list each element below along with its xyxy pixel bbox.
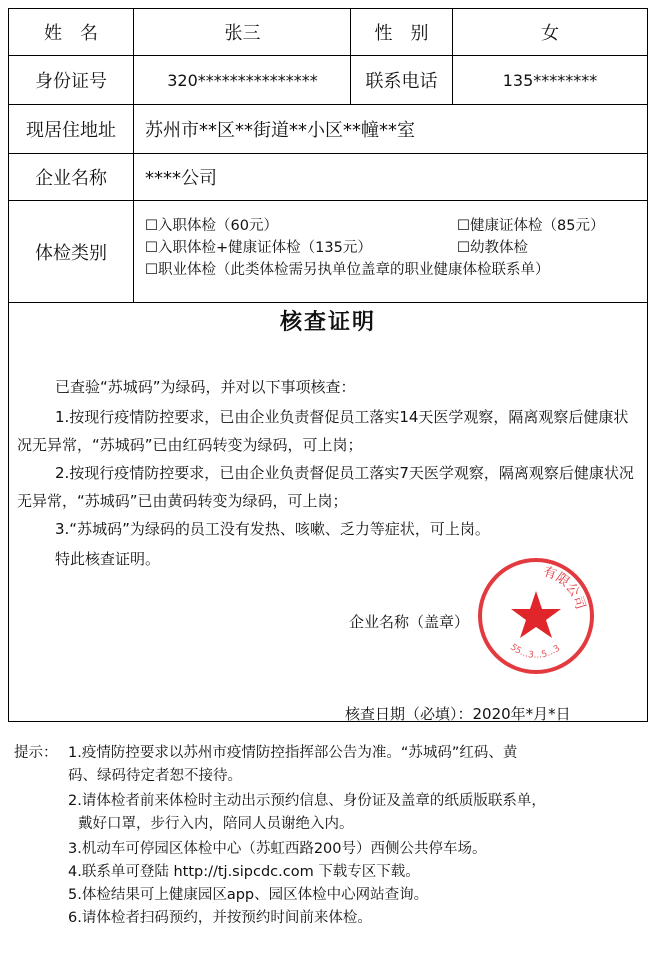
company-signature-label: 企业名称（盖章） (349, 613, 470, 631)
phone-value: 135******** (502, 70, 598, 90)
certificate-item-3: 3.“苏城码”为绿码的员工没有发热、咳嗽、乏力等症状，可上岗。 (55, 520, 490, 538)
phone-label: 联系电话 (351, 56, 453, 104)
row-id-phone (9, 56, 647, 105)
option-occupational-exam[interactable]: ☐职业体检（此类体检需另执单位盖章的职业健康体检联系单） (145, 262, 550, 278)
company-label: 企业名称 (9, 154, 134, 200)
option-preschool-exam[interactable]: ☐幼教体检 (457, 240, 528, 256)
exam-type-options (135, 201, 647, 302)
id-value: 320*************** (135, 56, 351, 104)
note-1b: 码、绿码待定者恕不接待。 (68, 768, 242, 784)
option-entry-plus-health-cert[interactable]: ☐入职体检+健康证体检（135元） (145, 240, 372, 256)
svg-text:有限公司 (541, 565, 587, 612)
row-name-gender (9, 9, 647, 56)
certificate-item-1: 1.按现行疫情防控要求，已由企业负责督促员工落实14天医学观察，隔离观察后健康状况无异常，“苏城码”已由红码转变为绿码，可上岗； (17, 408, 629, 454)
row-company (9, 154, 647, 201)
name-value: 张三 (135, 9, 351, 55)
certificate-section (9, 303, 647, 721)
gender-value: 女 (541, 23, 559, 44)
name-label: 姓 名 (9, 9, 134, 55)
exam-type-label: 体检类别 (9, 201, 134, 302)
certificate-intro: 已查验“苏城码”为绿码，并对以下事项核查： (55, 378, 356, 396)
certificate-title: 核查证明 (279, 310, 376, 335)
note-2b: 戴好口罩，步行入内，陪同人员谢绝入内。 (78, 816, 354, 832)
note-4: 4.联系单可登陆 http://tj.sipcdc.com 下载专区下载。 (68, 864, 420, 880)
note-5: 5.体检结果可上健康园区app、园区体检中心网站查询。 (68, 887, 429, 903)
option-entry-exam[interactable]: ☐入职体检（60元） (145, 218, 278, 234)
note-2a: 2.请体检者前来体检时主动出示预约信息、身份证及盖章的纸质版联系单， (68, 793, 546, 809)
company-seal-stamp (475, 555, 597, 677)
row-exam-type (9, 201, 647, 303)
seal-text: 有限公司 (541, 564, 588, 612)
row-address (9, 105, 647, 154)
note-3: 3.机动车可停园区体检中心（苏虹西路200号）西侧公共停车场。 (68, 841, 487, 857)
certificate-item-2: 2.按现行疫情防控要求，已由企业负责督促员工落实7天医学观察，隔离观察后健康状况无异常，“苏城码”已由黄码转变为绿码，可上岗； (17, 464, 634, 510)
option-health-cert-exam[interactable]: ☐健康证体检（85元） (457, 218, 605, 234)
gender-label: 性 别 (351, 9, 453, 55)
company-value: ****公司 (145, 168, 217, 189)
notes-prefix: 提示： (14, 745, 58, 761)
check-date: 核查日期（必填）：2020年*月*日 (345, 705, 571, 723)
note-6: 6.请体检者扫码预约，并按预约时间前来体检。 (68, 910, 372, 926)
note-1a: 1.疫情防控要求以苏州市疫情防控指挥部公告为准。“苏城码”红码、黄 (68, 745, 518, 761)
certificate-closing: 特此核查证明。 (55, 550, 161, 568)
id-label: 身份证号 (9, 56, 134, 104)
address-label: 现居住地址 (9, 105, 134, 153)
registration-form (8, 8, 648, 722)
address-value: 苏州市**区**街道**小区**幢**室 (145, 120, 415, 141)
seal-number: 55...3...5...3 (508, 642, 563, 661)
svg-text:55...3...5...3 (508, 643, 562, 661)
